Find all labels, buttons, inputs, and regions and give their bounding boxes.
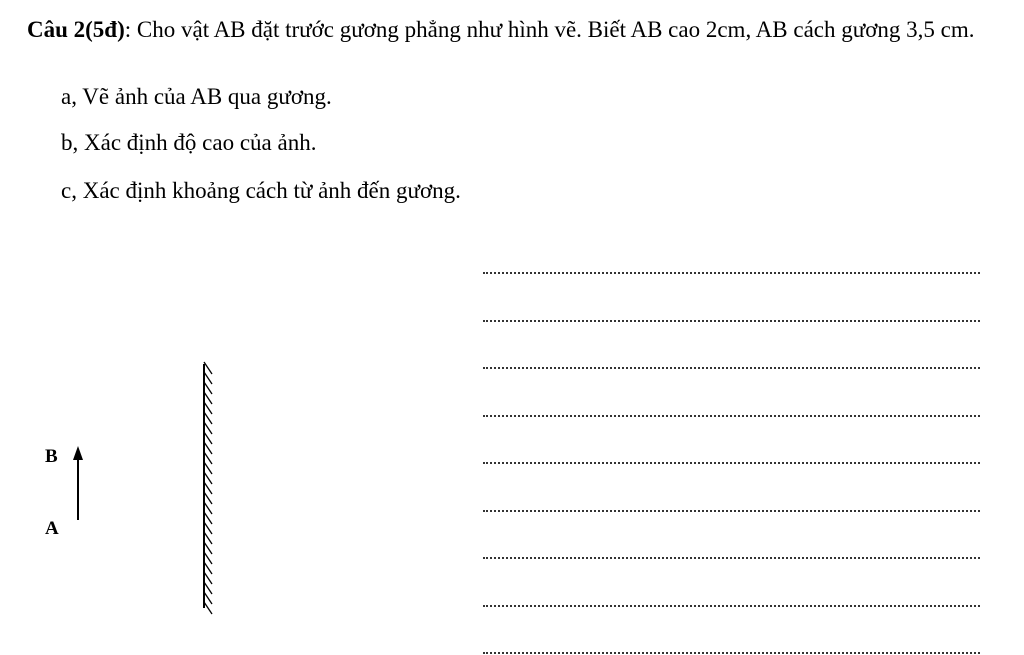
mirror-hatch-mark (204, 492, 212, 504)
answer-line (483, 462, 980, 464)
point-a-label: A (45, 518, 59, 539)
answer-line (483, 320, 980, 322)
figure-drawing (0, 340, 300, 640)
mirror-hatch-mark (204, 502, 212, 514)
mirror-hatch-mark (204, 442, 212, 454)
mirror-hatch-mark (204, 392, 212, 404)
mirror-hatch-mark (204, 582, 212, 594)
mirror-hatch-mark (204, 472, 212, 484)
point-b-label: B (45, 446, 58, 467)
subquestion-c: c, Xác định khoảng cách từ ảnh đến gương. (61, 178, 461, 203)
answer-line (483, 510, 980, 512)
mirror-hatch-mark (204, 592, 212, 604)
answer-line (483, 272, 980, 274)
mirror-hatch-mark (204, 462, 212, 474)
mirror-hatch-mark (204, 362, 212, 374)
mirror-hatch-mark (204, 532, 212, 544)
mirror-figure (0, 340, 300, 640)
question-body: : Cho vật AB đặt trước gương phẳng như hình vẽ. Biết AB cao 2cm, AB cách gương 3,5 cm. (124, 17, 975, 42)
question-title: Câu 2(5đ) (27, 17, 125, 42)
mirror-hatch-mark (204, 412, 212, 424)
mirror-hatch-mark (204, 522, 212, 534)
mirror-hatch-mark (204, 482, 212, 494)
mirror-hatch-mark (204, 572, 212, 584)
object-arrowhead (73, 446, 83, 460)
mirror-hatch-mark (204, 382, 212, 394)
mirror-hatch-mark (204, 512, 212, 524)
mirror-hatch-mark (204, 542, 212, 554)
mirror-hatch-mark (204, 372, 212, 384)
question-text (27, 14, 987, 45)
mirror-hatching (204, 362, 212, 614)
subquestion-b: b, Xác định độ cao của ảnh. (61, 130, 317, 155)
mirror-hatch-mark (204, 422, 212, 434)
mirror-hatch-mark (204, 602, 212, 614)
answer-line (483, 652, 980, 654)
answer-line (483, 367, 980, 369)
answer-line (483, 415, 980, 417)
answer-lines (483, 262, 983, 655)
mirror-hatch-mark (204, 402, 212, 414)
subquestion-a: a, Vẽ ảnh của AB qua gương. (61, 84, 332, 109)
answer-line (483, 557, 980, 559)
mirror-hatch-mark (204, 452, 212, 464)
mirror-hatch-mark (204, 562, 212, 574)
mirror-hatch-mark (204, 432, 212, 444)
answer-line (483, 605, 980, 607)
mirror-hatch-mark (204, 552, 212, 564)
